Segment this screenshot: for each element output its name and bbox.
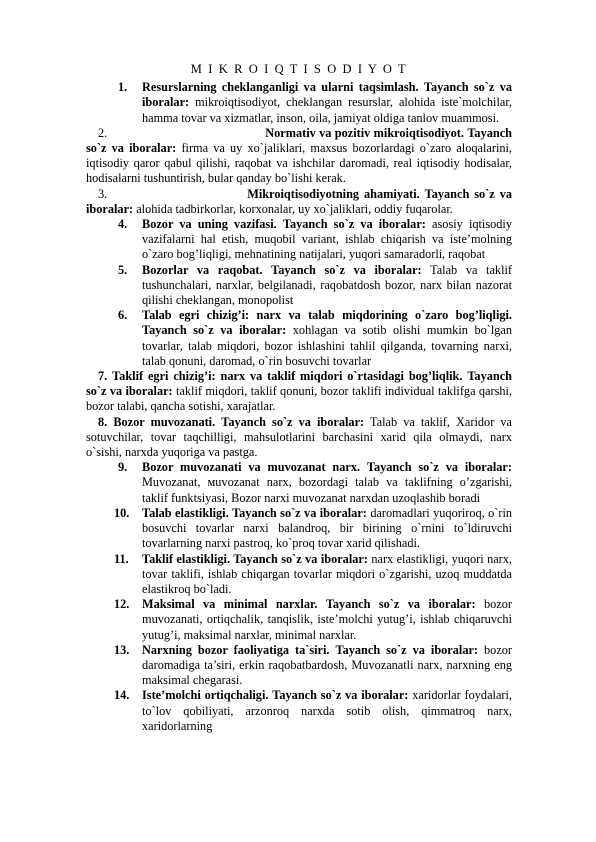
item-term: Iste’molchi ortiqchaligi. — [142, 688, 269, 703]
item-term: Bozor muvozanati va muvozanat narx. — [142, 460, 361, 475]
list-item — [86, 308, 512, 369]
item-text: alohida tadbirkorlar, korxonalar, uy xo`jaliklari, oddiy fuqarolar. — [136, 201, 453, 216]
list-item — [86, 80, 512, 126]
item-term: Bozor muvozanati. — [113, 414, 216, 429]
item-term: Mikroiqtisodiyotning ahamiyati. — [247, 186, 420, 201]
item-text: daromadlari yuqoriroq, o`rin bosuvchi tovarlar narxi balandroq, bir birining o`rnini to`ldiruvchi tovarlarning narxi pastroq, ko`proq tovar xarid qilishadi. — [142, 505, 513, 551]
item-text: asosiy iqtisodiy vazifalarni hal etish, muqobil variant, ishlab chiqarish va iste’molning o`zaro bog’liqligi, mehnatining natijalari, yuqori samaradorli, raqobat — [142, 217, 512, 262]
list-item — [86, 217, 512, 263]
item-term: Taklif egri chizig’i: narx va taklif miqdori o`rtasidagi bog’liqlik. — [112, 369, 463, 384]
document-page — [86, 62, 512, 734]
item-keywords-label: Tayanch so`z va iboralar: — [335, 642, 479, 657]
item-text: narx elastikligi, yuqori narx, tovar taklifi, ishlab chiqargan tovarlar miqdori o`zgarishi, uzoq muddatda elastikroq bo`ladi. — [142, 551, 512, 596]
document-title: M I K R O I Q T I S O D I Y O T — [190, 62, 408, 76]
item-keywords-label: Tayanch so`z va iboralar: — [221, 414, 365, 429]
item-number: 13. — [114, 642, 130, 657]
list-item — [86, 126, 512, 187]
item-term: Narxning bozor faoliyatiga ta`siri. — [142, 642, 330, 657]
item-number: 10. — [114, 505, 130, 520]
item-keywords-label: Tayanch so`z va iboralar: — [86, 125, 512, 156]
item-text: Talab va taklif tushunchalari, narxlar, belgilanadi, raqobatdosh bozor, narx bilan nazorat qilishi cheklangan, monopolist — [142, 262, 513, 308]
item-keywords-label: Tayanch so`z va iboralar: — [272, 688, 409, 703]
item-text: taklif miqdori, taklif qonuni, bozor taklifi individual taklifga qarshi, bozor talabi, qancha sotishi, xarajatlar. — [86, 384, 513, 414]
item-number: 7. — [98, 369, 108, 384]
item-text: xaridorlar foydalari, to`lov qobiliyati, arzonroq narxda sotib olish, qimmatroq narx, xaridorlarning — [142, 688, 512, 733]
list-item — [86, 369, 512, 415]
list-item — [86, 263, 512, 309]
item-term: Resurslarning cheklanganligi va ularni taqsimlash. — [142, 80, 419, 95]
list-item — [86, 460, 512, 506]
item-number: 14. — [114, 688, 130, 703]
item-keywords-label: Tayanch so`z va iboralar: — [142, 80, 512, 110]
item-text: firma va uy xo`jaliklari, maxsus bozorlardagi o`zaro aloqalarini, iqtisodiy qaror qabul qilishi, raqobat va ishchilar daromadi, real iqtisodiy hodisalar, hodisalarni tushuntirish, bular qanday bo`lishi kerak. — [86, 141, 512, 186]
item-keywords-label: Tayanch so`z va iboralar: — [86, 369, 513, 399]
item-keywords-label: Tayanch so`z va iboralar: — [142, 323, 287, 338]
item-number: 4. — [118, 217, 128, 232]
item-keywords-label: Tayanch so`z va iboralar: — [271, 262, 422, 277]
item-text: bozor daromadiga ta’siri, erkin raqobatbardosh, Muvozanatli narx, narxning eng maksimal chegarasi. — [142, 642, 513, 688]
item-term: Bozor va uning vazifasi. — [142, 217, 277, 232]
list-item — [86, 643, 512, 689]
item-number: 3. — [98, 186, 108, 201]
item-term: Maksimal va minimal narxlar. — [142, 597, 318, 612]
item-keywords-label: Tayanch so`z va iboralar: — [282, 217, 426, 232]
item-keywords-label: Tayanch so`z va iboralar: — [232, 505, 367, 520]
item-keywords-label: . Tayanch so`z va iboralar: — [226, 551, 368, 566]
item-number: 8. — [98, 414, 108, 429]
item-number: 11. — [114, 551, 129, 566]
item-number: 5. — [118, 262, 128, 277]
item-term: Normativ va pozitiv mikroiqtisodiyot. — [265, 125, 464, 140]
item-keywords-label: Tayanch so`z va iboralar: — [86, 186, 512, 216]
item-term: Taklif elastikligi — [142, 551, 227, 566]
list-item — [86, 688, 512, 734]
item-number: 9. — [118, 460, 128, 475]
item-term: Talab elastikligi. — [142, 505, 229, 520]
item-text: xohlagan va sotib olishi mumkin bo`lgan tovarlar, talab miqdori, bozor ishlashini tahlil qilganda, tovarning narxi, talab qonuni, daromad, o`rin bosuvchi tovarlar — [142, 323, 513, 368]
item-text: Talab va taklif, Xaridor va sotuvchilar, tovar taqchilligi, mahsulotlarini barchasini xarid qila olmaydi, narx o`sishi, narxda yuqoriga va pastga. — [86, 414, 512, 460]
item-term: Talab egri chizig’i: narx va talab miqdorining o`zaro bog’liqligi. — [142, 308, 512, 323]
list-item — [86, 187, 512, 217]
list-item — [86, 415, 512, 461]
list-item — [86, 552, 512, 598]
item-keywords-label: Tayanch so`z va iboralar: — [325, 597, 476, 612]
item-text: mikroiqtisodiyot, cheklangan resurslar, alohida iste`molchilar, hamma tovar va xizmatlar, inson, oila, jamiyat oldiga tanlov muammosi. — [142, 95, 512, 125]
item-number: 2. — [98, 125, 108, 140]
item-number: 12. — [114, 597, 130, 612]
item-keywords-label: Tayanch so`z va iboralar: — [366, 460, 512, 475]
item-number: 1. — [118, 80, 128, 95]
list-item — [86, 597, 512, 643]
item-number: 6. — [118, 308, 128, 323]
item-text: bozor muvozanati, ortiqchalik, tanqislik, iste’molchi yutug’i, ishlab chiqaruvchi yutug’i, maksimal narxlar, minimal narxlar. — [142, 597, 512, 642]
item-term: Bozorlar va raqobat. — [142, 262, 263, 277]
list-item — [86, 506, 512, 552]
item-text: Muvozanat, мuvozanat narx, bozordagi talab va taklifning o’zgarishi, taklif funktsiyasi, Bozor narxi muvozanat narxdan uzoqlashib boradi — [142, 475, 512, 505]
